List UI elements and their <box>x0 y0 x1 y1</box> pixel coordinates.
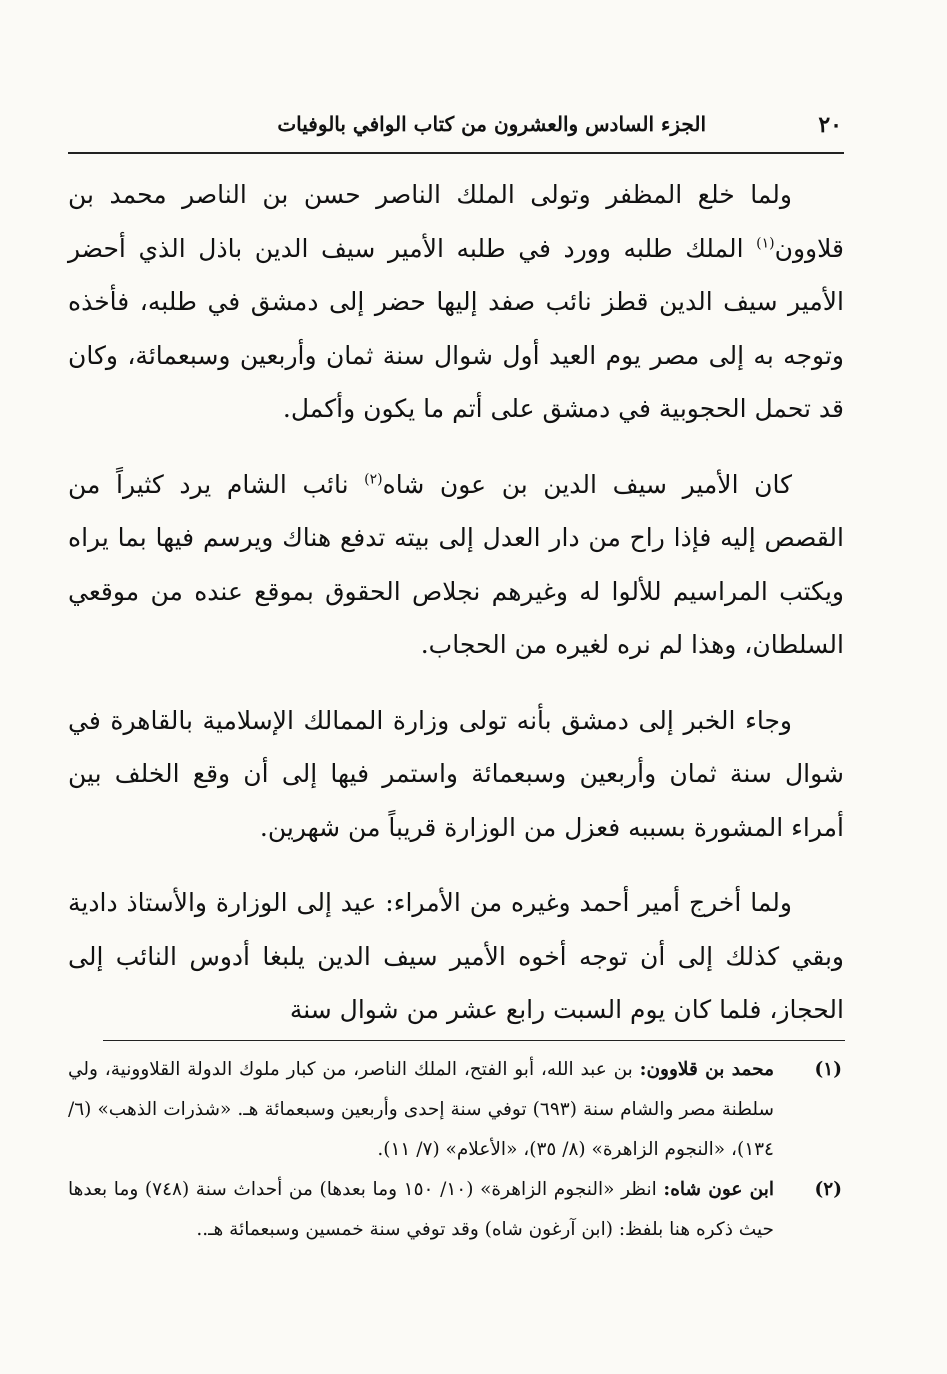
footnote-ref-2: (٢) <box>364 471 383 488</box>
paragraph-2-text-a: كان الأمير سيف الدين بن عون شاه <box>382 469 793 499</box>
footnote-number: (٢) <box>814 1179 842 1200</box>
paragraph-3-text: وجاء الخبر إلى دمشق بأنه تولى وزارة الممالك الإسلامية بالقاهرة في شوال سنة ثمان وأربعين وسبعمائة واستمر فيها إلى أن وقع الخلف بين أمراء المشورة بسببه فعزل من الوزارة قريباً من شهرين. <box>68 705 844 842</box>
paragraph-1-text-b: الملك طلبه وورد في طلبه الأمير سيف الدين باذل الذي أحضر الأمير سيف الدين قطز نائب صفد إليها حضر إلى دمشق في طلبه، فأخذه وتوجه به إلى مصر يوم العيد أول شوال سنة ثمان وأربعين وسبعمائة، وكان قد تحمل الحجوبية في دمشق على أتم ما يكون وأكمل. <box>68 233 844 423</box>
paragraph-2 <box>68 458 844 672</box>
footnote-2 <box>68 1170 844 1250</box>
running-header <box>68 108 844 154</box>
footnote-heading: محمد بن قلاوون: <box>639 1059 774 1080</box>
footnote-heading: ابن عون شاه: <box>663 1179 774 1200</box>
paragraph-4-text: ولما أخرج أمير أحمد وغيره من الأمراء: عيد إلى الوزارة والأستاذ دادية وبقي كذلك إلى أن توجه أخوه الأمير سيف الدين يلبغا أدوس النائب إلى الحجاز، فلما كان يوم السبت رابع عشر من شوال سنة <box>68 888 844 1024</box>
footnote-text: انظر «النجوم الزاهرة» (١٠/ ١٥٠ وما بعدها) من أحداث سنة (٧٤٨) وما بعدها حيث ذكره هنا بلفظ: (ابن آرغون شاه) وقد توفي سنة خمسين وسبعمائة هـ.. <box>68 1179 774 1240</box>
page-number: ٢٠ <box>818 112 842 138</box>
paragraph-3 <box>68 694 844 855</box>
footnote-text: بن عبد الله، أبو الفتح، الملك الناصر، من كبار ملوك الدولة القلاوونية، ولي سلطنة مصر والشام سنة (٦٩٣) توفي سنة إحدى وأربعين وسبعمائة هـ. «شذرات الذهب» (٦/ ١٣٤)، «النجوم الزاهرة» (٨/ ٣٥)، «الأعلام» (٧/ ١١). <box>68 1059 774 1160</box>
paragraph-1 <box>68 168 844 436</box>
running-title: الجزء السادس والعشرون من كتاب الوافي بالوفيات <box>277 112 706 136</box>
paragraph-4 <box>68 876 844 1037</box>
footnote-1 <box>68 1050 844 1170</box>
footnote-number: (١) <box>814 1059 842 1080</box>
footnote-divider <box>103 1040 845 1041</box>
footnotes <box>68 1050 844 1250</box>
footnote-ref-1: (١) <box>756 235 775 252</box>
main-text <box>68 168 844 1037</box>
paragraph-2-text-b: نائب الشام يرد كثيراً من القصص إليه فإذا راح من دار العدل إلى بيته تدفع هناك ويرسم فيها بما يراه ويكتب المراسيم للألوا له وغيرهم نجلاص الحقوق بموقع عنده من موقعي السلطان، وهذا لم نره لغيره من الحجاب. <box>68 469 844 659</box>
paragraph-1-text-a: ولما خلع المظفر وتولى الملك الناصر حسن بن الناصر محمد بن قلاوون <box>68 180 844 263</box>
